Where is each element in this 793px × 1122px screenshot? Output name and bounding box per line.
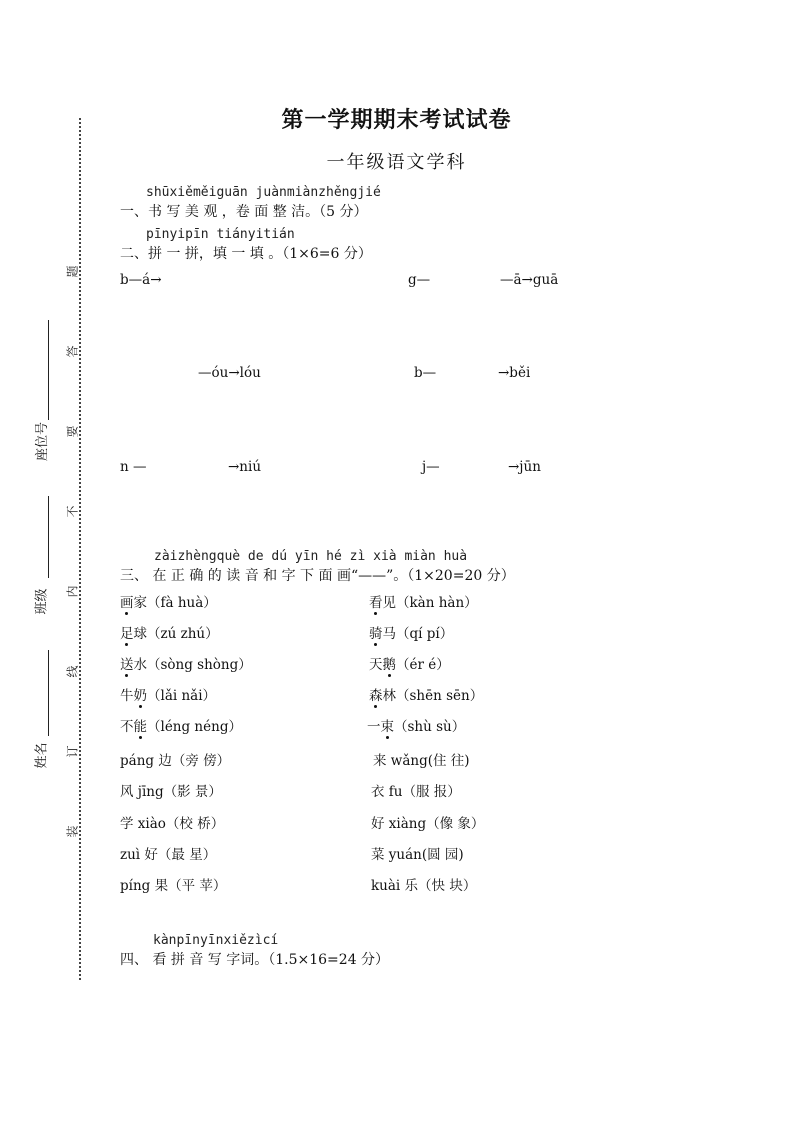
binding-dotted-line [79,118,81,980]
exam-title: 第一学期期末考试试卷 [281,107,512,133]
section2-pinyin: pīnyipīn tiányitián [146,227,295,242]
name-label: 姓名 [34,742,50,769]
reading-item[interactable]: 不能（léng néng） [120,715,242,735]
section4-heading: 四、 看 拼 音 写 字词。（1.5×16=24 分） [120,952,390,968]
pinyin-item[interactable]: →běi [498,365,531,381]
choice-item[interactable]: 来 wǎng(住 往) [373,753,470,769]
choice-item[interactable]: páng 边（旁 傍） [120,753,231,769]
reading-item[interactable]: 天鹅（ér é） [369,653,450,673]
reading-item[interactable]: 足球（zú zhú） [120,622,219,642]
pinyin-item[interactable]: g— [408,272,431,288]
choice-item[interactable]: 好 xiàng（像 象） [371,816,485,832]
section1-pinyin: shūxiěměiguān juànmiànzhěngjié [146,185,381,200]
choice-item[interactable]: zuì 好（最 星） [120,847,217,863]
pinyin-item[interactable]: →jūn [508,459,541,475]
choice-item[interactable]: 学 xiào（校 桥） [120,816,225,832]
binding-char: 答 [65,345,80,358]
choice-item[interactable]: kuài 乐（快 块） [371,878,477,894]
binding-char: 内 [65,585,80,598]
binding-char: 订 [65,745,80,758]
section3-pinyin: zàizhèngquè de dú yīn hé zì xià miàn huà [154,549,468,564]
class-label: 班级 [34,588,50,615]
pinyin-item[interactable]: n — [120,459,147,475]
section2-heading: 二、拼 一 拼，填 一 填 。（1×6=6 分） [120,246,372,262]
name-blank[interactable] [48,650,50,736]
pinyin-item[interactable]: b— [414,365,437,381]
pinyin-item[interactable]: j— [422,459,440,475]
section3-heading: 三、 在 正 确 的 读 音 和 字 下 面 画“——”。（1×20=20 分） [120,568,515,584]
binding-char: 线 [65,665,80,678]
pinyin-item[interactable]: —ā→guā [500,272,559,288]
binding-char: 题 [65,265,80,278]
choice-item[interactable]: 菜 yuán(圆 园) [371,847,464,863]
reading-item[interactable]: 一束（shù sù） [367,715,465,735]
reading-item[interactable]: 骑马（qí pí） [369,622,453,642]
binding-char: 不 [65,505,80,518]
binding-char: 要 [65,425,80,438]
reading-item[interactable]: 送水（sòng shòng） [120,653,252,673]
reading-item[interactable]: 森林（shēn sēn） [369,684,483,704]
pinyin-item[interactable]: b—á→ [120,272,162,288]
seat-number-blank[interactable] [48,320,50,420]
choice-item[interactable]: 风 jīng（影 景） [120,784,222,800]
choice-item[interactable]: píng 果（平 苹） [120,878,227,894]
pinyin-item[interactable]: →niú [228,459,262,475]
class-blank[interactable] [48,496,50,578]
section1-heading: 一、书 写 美 观 ，卷 面 整 洁。（5 分） [120,204,368,220]
seat-number-label: 座位号 [35,421,51,462]
binding-char: 装 [65,825,80,838]
choice-item[interactable]: 衣 fu（服 报） [371,784,461,800]
pinyin-item[interactable]: —óu→lóu [198,365,261,381]
reading-item[interactable]: 看见（kàn hàn） [369,591,478,611]
exam-subtitle: 一年级语文学科 [326,152,467,173]
reading-item[interactable]: 画家（fà huà） [120,591,217,611]
reading-item[interactable]: 牛奶（lǎi nǎi） [120,684,216,704]
section4-pinyin: kànpīnyīnxiězìcí [153,933,279,948]
